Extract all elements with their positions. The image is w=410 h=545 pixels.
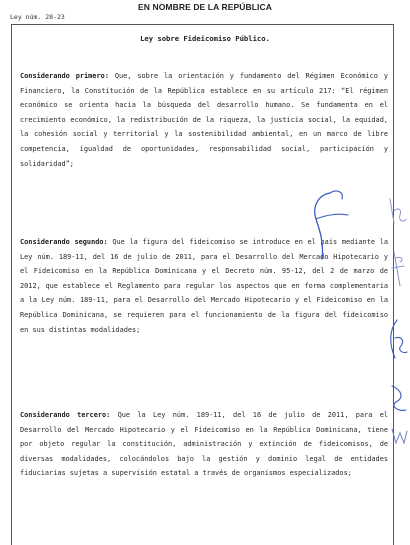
republic-header: EN NOMBRE DE LA REPÚBLICA	[138, 2, 272, 12]
paragraph-body: Que la figura del fideicomiso se introduce en el país mediante la Ley núm. 189-11, del 16 de julio de 2011, para el Desarrollo del Mercado Hipotecario y el Fideicomiso en la República Dominicana y el Decreto núm. 95-12, del 2 de marzo de 2012, que establece el Reglamento para regular los aspectos que en forma complementaria a la Ley núm. 189-11, para el Desarrollo del Mercado Hipotecario y el Fideicomiso en la República Dominicana, se requieren para el funcionamiento de la figura del fideicomiso en sus distintas modalidades;	[20, 238, 388, 334]
law-title: Ley sobre Fideicomiso Público.	[140, 34, 270, 43]
paragraph-considerando-segundo	[20, 235, 388, 337]
paragraph-body: Que, sobre la orientación y fundamento del Régimen Económico y Financiero, la Constitución de la República establece en su artículo 217: “El régimen económico se orienta hacia la búsqueda del desarrollo humano. Se fundamenta en el crecimiento económico, la redistribución de la riqueza, la justicia social, la equidad, la cohesión social y territorial y la sostenibilidad ambiental, en un marco de libre competencia, igualdad de oportunidades, responsabilidad social, participación y solidaridad”;	[20, 72, 389, 168]
paragraph-heading: Considerando tercero:	[20, 411, 111, 419]
paragraph-heading: Considerando primero:	[20, 72, 109, 80]
paragraph-body: Que la Ley núm. 189-11, del 16 de julio de 2011, para el Desarrollo del Mercado Hipotecario y el Fideicomiso en la República Dominicana, tiene por objeto regular la constitución, administración y extinción de fideicomisos, de diversas modalidades, colocándolos bajo la gestión y dominio legal de entidades fiduciarias sujetas a supervisión estatal a través de organismos especializados;	[20, 411, 388, 478]
paragraph-considerando-primero	[20, 69, 388, 171]
paragraph-considerando-tercero	[20, 408, 388, 481]
law-number: Ley núm. 28-23	[10, 13, 65, 21]
paragraph-heading: Considerando segundo:	[20, 238, 108, 246]
